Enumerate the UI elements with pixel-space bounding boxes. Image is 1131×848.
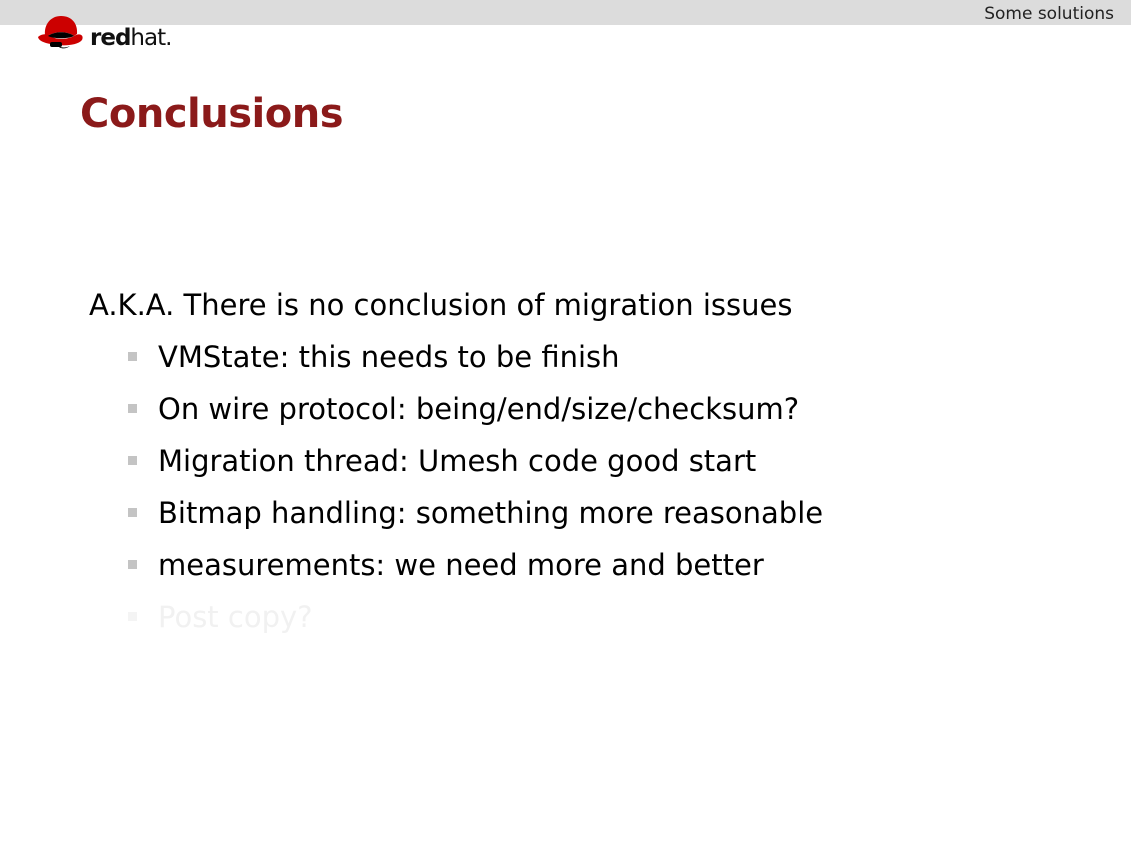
bullet-item (128, 545, 823, 597)
bullet-marker-icon (128, 508, 137, 517)
logo-wordmark (90, 25, 171, 51)
section-label: Some solutions (984, 4, 1114, 24)
bullet-item-faded (128, 597, 823, 649)
bullet-text: measurements: we need more and better (158, 548, 764, 582)
header-bar (0, 0, 1131, 25)
bullet-marker-icon (128, 352, 137, 361)
bullet-marker-icon (128, 612, 137, 621)
bullet-text: Bitmap handling: something more reasonable (158, 496, 824, 530)
logo-text-bold: red (90, 25, 131, 51)
bullet-item (128, 441, 823, 493)
bullet-text: On wire protocol: being/end/size/checksum? (158, 392, 800, 426)
bullet-item (128, 389, 823, 441)
logo-text-light: hat. (130, 25, 172, 51)
bullet-item (128, 493, 823, 545)
bullet-text: VMState: this needs to be finish (158, 340, 620, 374)
bullet-marker-icon (128, 404, 137, 413)
slide-title: Conclusions (80, 91, 343, 137)
bullet-marker-icon (128, 456, 137, 465)
bullet-item (128, 337, 823, 389)
bullet-marker-icon (128, 560, 137, 569)
bullet-text: Migration thread: Umesh code good start (158, 444, 757, 478)
bullet-list (128, 337, 823, 649)
intro-text: A.K.A. There is no conclusion of migration issues (89, 288, 793, 322)
bullet-text: Post copy? (158, 600, 313, 634)
redhat-hat-icon (36, 14, 86, 50)
